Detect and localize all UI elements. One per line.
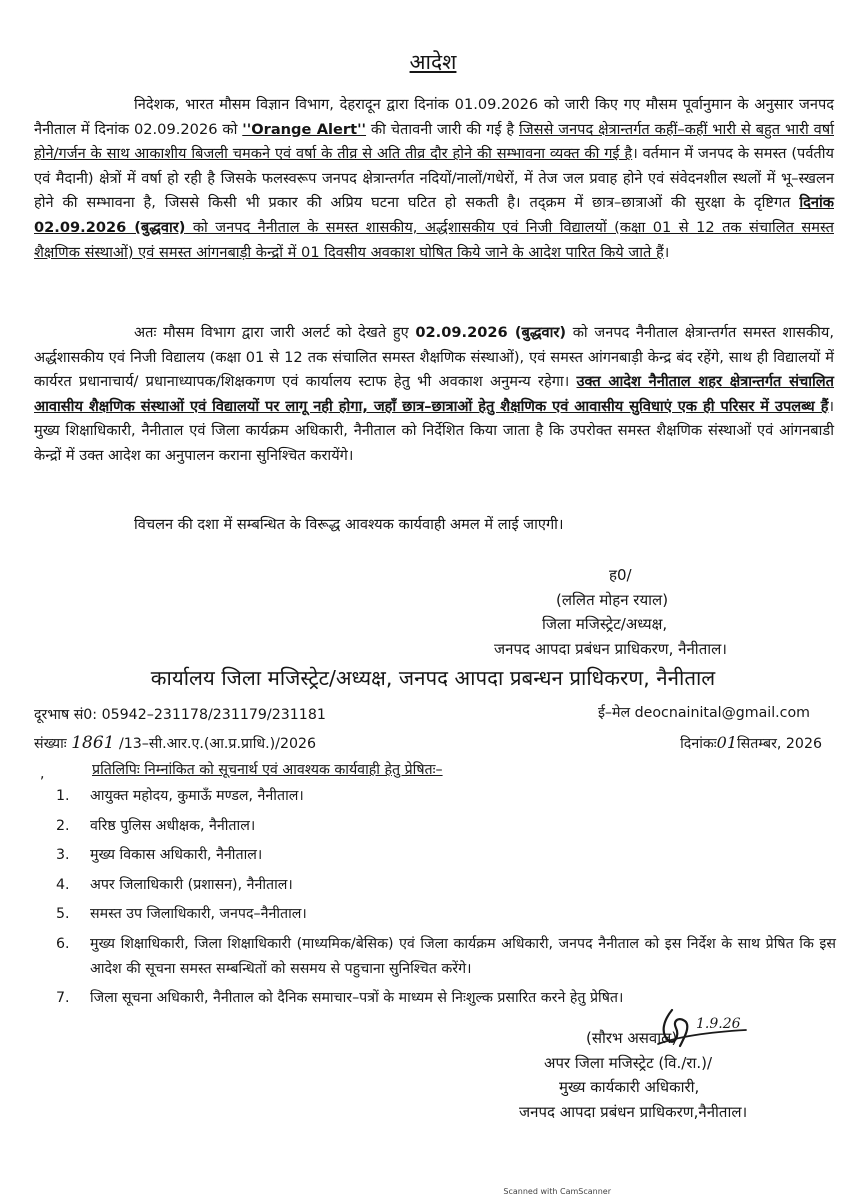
- email-address: ई–मेल deocnainital@gmail.com: [597, 705, 810, 721]
- list-item-text: जिला सूचना अधिकारी, नैनीताल को दैनिक समाचार–पत्रों के माध्यम से निःशुल्क प्रसारित करने हेतु प्रेषित।: [90, 990, 624, 1006]
- document-title: आदेश: [409, 50, 457, 74]
- list-item-text: मुख्य विकास अधिकारी, नैनीताल।: [90, 847, 263, 863]
- reference-handwritten-number: 1861: [71, 733, 115, 753]
- para1-underlined-2: को जनपद नैनीताल के समस्त शासकीय, अर्द्धशासकीय एवं निजी विद्यालयों (कक्षा 01 से 12 तक संचालित समस्त शैक्षणिक संस्थाओं) एवं समस्त आंगनबाड़ी केन्द्रों में 01 दिवसीय अवकाश घोषित किये जाने के आदेश पारित किये जाते हैं: [34, 218, 834, 261]
- reference-code: /13–सी.आर.ए.(आ.प्र.प्राधि.)/2026: [118, 736, 317, 752]
- signatory-designation: जिला मजिस्ट्रेट/अध्यक्ष,: [542, 615, 668, 633]
- list-item-number: 1.: [56, 788, 70, 804]
- list-item-number: 2.: [56, 817, 70, 834]
- para1-holiday-date: दिनांक 02.09.2026 (बुद्धवार): [34, 194, 834, 236]
- signature-date: 1.9.26: [696, 1016, 741, 1032]
- signatory-name: (ललित मोहन रयाल): [556, 590, 669, 609]
- signatory-office: जनपद आपदा प्रबंधन प्राधिकरण, नैनीताल।: [494, 639, 727, 658]
- list-item: [56, 784, 836, 809]
- date-month-year: सितम्बर, 2026: [737, 736, 822, 752]
- list-item-number: 4.: [56, 876, 70, 893]
- copy-to-list: [56, 784, 836, 1016]
- office-heading: कार्यालय जिला मजिस्ट्रेट/अध्यक्ष, जनपद आपदा प्रबन्धन प्राधिकरण, नैनीताल: [150, 666, 716, 690]
- para1-text-3: । वर्तमान में जनपद के समस्त (पर्वतीय एवं मैदानी) क्षेत्रों में वर्षा हो रही है जिसके फलस्वरूप जनपद क्षेत्रान्तर्गत नदियों/नालों/गधेरों, में तेज जल प्रवाह होने एवं संवेदनशील स्थलों में भू–स्खलन होने की सम्भावना है, जिससे किसी भी प्रकार की अप्रिय घटना घटित हो सकती है। तद्क्रम में छात्र–छात्राओं की सुरक्षा के दृष्टिगत: [34, 145, 834, 212]
- date-handwritten-day: 01: [716, 733, 737, 752]
- para1-underlined-1: जिससे जनपद क्षेत्रान्तर्गत कहीं–कहीं भारी से बहुत भारी वर्षा होने/गर्जन के साथ आकाशीय बिजली चमकने एवं वर्षा के तीव्र से अति तीव्र दौर होने की सम्भावना व्यक्त की गई है: [34, 120, 834, 163]
- orange-alert-label: ''Orange Alert'': [242, 120, 367, 138]
- signatory-designation-1: अपर जिला मजिस्ट्रेट (वि./रा.)/: [544, 1053, 713, 1072]
- list-item: [56, 873, 836, 898]
- para1-text-4: ।: [663, 243, 670, 261]
- para1-text-1: निदेशक, भारत मौसम विज्ञान विभाग, देहरादून द्वारा दिनांक 01.09.2026 को जारी किए गए मौसम पूर्वानुमान के अनुसार जनपद नैनीताल में दिनांक 02.09.2026 को: [34, 96, 834, 138]
- para2-text-1: अतः मौसम विभाग द्वारा जारी अलर्ट को देखते हुए: [134, 324, 416, 341]
- list-item-number: 6.: [56, 935, 70, 952]
- margin-mark: ,: [40, 766, 45, 782]
- list-item-text: वरिष्ठ पुलिस अधीक्षक, नैनीताल।: [90, 817, 256, 834]
- list-item-text: आयुक्त महोदय, कुमाऊँ मण्डल, नैनीताल।: [90, 788, 304, 804]
- list-item: [56, 932, 836, 982]
- date-label: दिनांकः: [680, 736, 717, 752]
- scanner-watermark: Scanned with CamScanner: [503, 1187, 611, 1196]
- reference-number: [34, 733, 316, 753]
- list-item-text: मुख्य शिक्षाधिकारी, जिला शिक्षाधिकारी (माध्यमिक/बेसिक) एवं जिला कार्यक्रम अधिकारी, जनपद नैनीताल को इस निर्देश के साथ प्रेषित कि इस आदेश की सूचना समस्त सम्बन्धितों को ससमय से पहुचाना सुनिश्चित करेंगे।: [90, 935, 836, 977]
- order-paragraph-2: [34, 321, 834, 469]
- list-item: [56, 843, 836, 868]
- list-item-text: समस्त उप जिलाधिकारी, जनपद–नैनीताल।: [90, 906, 307, 922]
- para2-text-3: । मुख्य शिक्षाधिकारी, नैनीताल एवं जिला कार्यक्रम अधिकारी, नैनीताल को निर्देशित किया जाता है कि उपरोक्त समस्त शैक्षणिक संस्थाओं एवं आंगनबाडी केन्द्रों में उक्त आदेश का अनुपालन कराना सुनिश्चित करायेंगे।: [34, 397, 834, 464]
- list-item-number: 7.: [56, 990, 70, 1006]
- list-item-number: 5.: [56, 906, 70, 922]
- para1-text-2: की चेतावनी जारी की गई है: [366, 120, 520, 138]
- list-item: [56, 902, 836, 927]
- signature-block-adm: [519, 1026, 834, 1124]
- signatory-designation-2: मुख्य कार्यकारी अधिकारी,: [559, 1078, 700, 1096]
- signed-mark: ह0/: [609, 566, 632, 584]
- issue-date: [680, 733, 822, 753]
- signatory-name: (सौरभ असवाल): [586, 1029, 678, 1047]
- phone-numbers: दूरभाष सं0: 05942–231178/231179/231181: [34, 707, 326, 723]
- para2-date: 02.09.2026 (बुद्धवार): [415, 324, 567, 341]
- list-item: [56, 814, 836, 839]
- signature-block-dm: [494, 563, 834, 661]
- para2-text-2: को जनपद नैनीताल क्षेत्रान्तर्गत समस्त शासकीय, अर्द्धशासकीय एवं निजी विद्यालय (कक्षा 01 से 12 तक संचालित समस्त शैक्षणिक संस्थाओं), एवं समस्त आंगनबाड़ी केन्द्र बंद रहेंगे, साथ ही विद्यालयों में कार्यरत प्रधानाचार्य/ प्रधानाध्यापक/शिक्षकगण एवं कार्यालय स्टाफ हेतु भी अवकाश अनुमन्य रहेगा।: [34, 324, 834, 391]
- order-paragraph-3: विचलन की दशा में सम्बन्धित के विरूद्ध आवश्यक कार्यवाही अमल में लाई जाएगी।: [134, 516, 564, 533]
- para2-underlined: उक्त आदेश नैनीताल शहर क्षेत्रान्तर्गत संचालित आवासीय शैक्षणिक संस्थाओं एवं विद्यालयों पर लागू नही होगा, जहाँ छात्र–छात्राओं हेतु शैक्षणिक एवं आवासीय सुविधाएं एक ही परिसर में उपलब्ध हैं: [34, 373, 835, 415]
- order-paragraph-1: [34, 93, 834, 265]
- copy-to-heading: प्रतिलिपिः निम्नांकित को सूचनार्थ एवं आवश्यक कार्यवाही हेतु प्रेषितः–: [92, 762, 443, 778]
- signatory-office: जनपद आपदा प्रबंधन प्राधिकरण,नैनीताल।: [519, 1102, 748, 1121]
- list-item-number: 3.: [56, 847, 70, 863]
- list-item-text: अपर जिलाधिकारी (प्रशासन), नैनीताल।: [90, 876, 293, 893]
- reference-label: संख्याः: [34, 736, 67, 752]
